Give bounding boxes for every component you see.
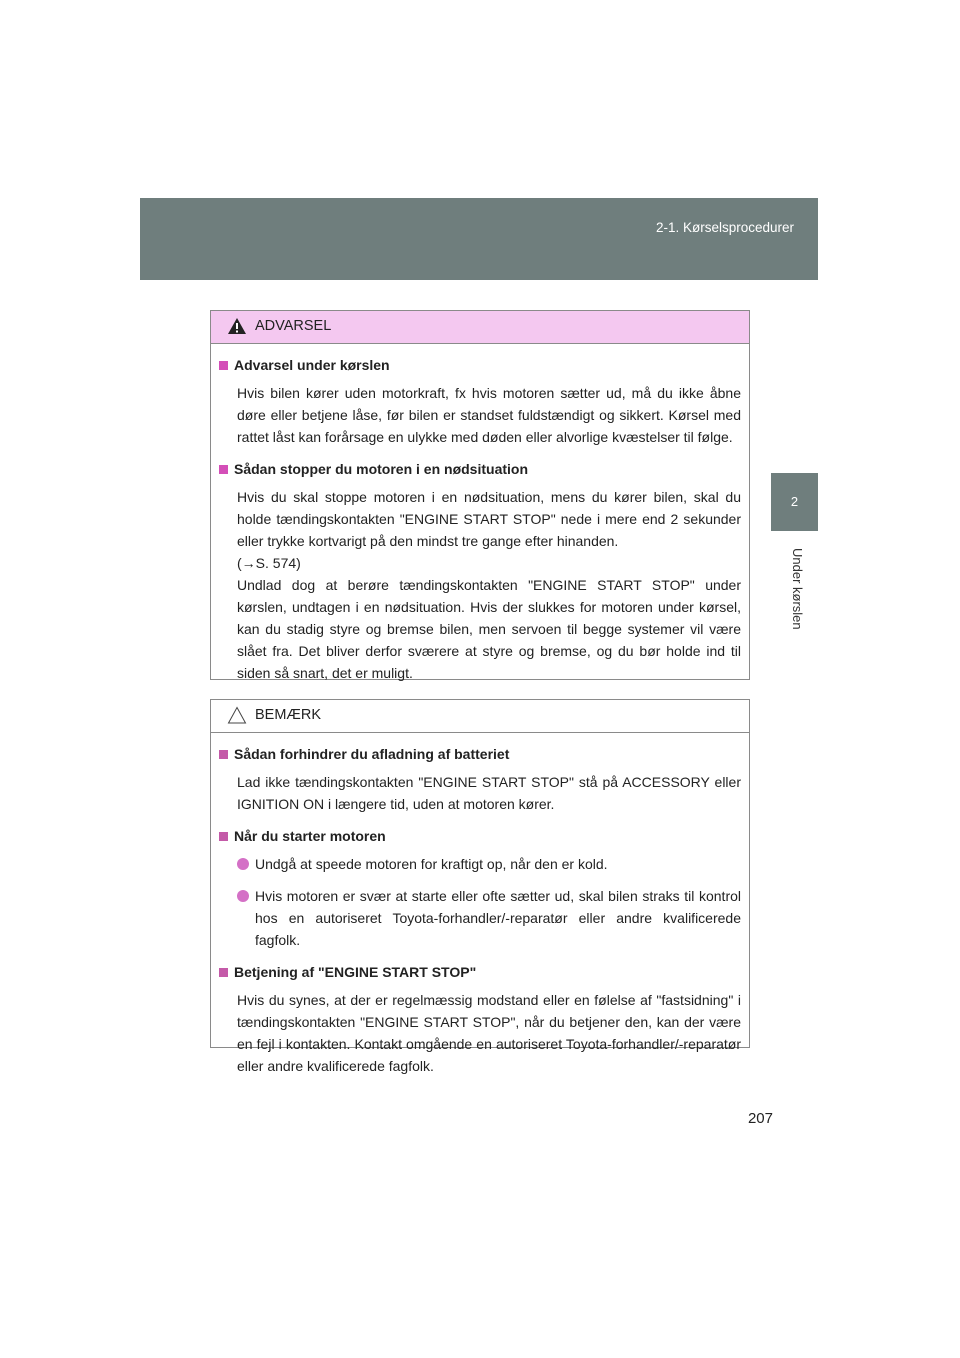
square-bullet-icon [219, 832, 228, 841]
page-reference: (→S. 574) [237, 555, 301, 571]
note-box-header [211, 700, 749, 733]
page-number: 207 [747, 1110, 773, 1127]
bullet-dot-icon [237, 858, 249, 870]
chapter-tab: 2 [771, 473, 818, 531]
bullet-dot-icon [237, 890, 249, 902]
section-heading: Betjening af "ENGINE START STOP" [219, 961, 741, 983]
square-bullet-icon [219, 968, 228, 977]
note-box [210, 699, 750, 1074]
section-heading: Når du starter motoren [219, 825, 741, 847]
paragraph: Lad ikke tændingskontakten "ENGINE START STOP" stå på ACCESSORY eller IGNITION ON i længere tid, uden at motoren kører. [237, 774, 741, 812]
chapter-label: Under kørslen [790, 548, 805, 630]
paragraph: Hvis du skal stoppe motoren i en nødsituation, mens du kører bilen, skal du holde tændingskontakten "ENGINE START STOP" nede i mere end 2 sekunder eller trykke kortvarigt på den mindst tre gange efter hinanden. (→S. 574) Undlad dog at berøre tændingskontakten "ENGINE START STOP" under kørslen, undtagen i en nødsituation. Hvis der slukkes for motoren under kørsel, kan du stadig styre og bremse bilen, men servoen til begge systemer vil være slået fra. Det bliver derfor sværere at styre og bremse, og du bør holde ind til siden så snart, det er muligt. [237, 489, 741, 681]
square-bullet-icon [219, 465, 228, 474]
list-item: Undgå at speede motoren for kraftigt op, når den er kold. [219, 853, 741, 875]
list-item: Hvis motoren er svær at starte eller ofte sætter ud, skal bilen straks til kontrol hos en autoriseret Toyota-forhandler/-reparatør eller andre kvalificerede fagfolk. [219, 885, 741, 951]
warning-title: ADVARSEL [255, 318, 332, 334]
section-heading: Sådan stopper du motoren i en nødsituation [219, 458, 741, 480]
warning-box [210, 310, 750, 680]
warning-triangle-icon [227, 317, 247, 335]
section-heading: Sådan forhindrer du afladning af batteriet [219, 743, 741, 765]
section-title: 2-1. Kørselsprocedurer [655, 220, 794, 235]
square-bullet-icon [219, 361, 228, 370]
section-heading: Advarsel under kørslen [219, 354, 741, 376]
warning-box-header [211, 311, 749, 344]
header-band [140, 198, 818, 280]
square-bullet-icon [219, 750, 228, 759]
caution-triangle-icon [227, 706, 247, 724]
note-title: BEMÆRK [255, 707, 322, 723]
paragraph: Hvis bilen kører uden motorkraft, fx hvis motoren sætter ud, må du ikke åbne døre eller betjene låse, før bilen er standset fuldstændigt og sikkert. Kørsel med rattet låst kan forårsage en ulykke med døden eller alvorlige kvæstelser til følge. [237, 385, 741, 445]
paragraph: Hvis du synes, at der er regelmæssig modstand eller en følelse af "fastsidning" i tændingskontakten "ENGINE START STOP", når du betjener den, kan der være en fejl i kontakten. Kontakt omgående en autoriseret Toyota-forhandler/-reparatør eller andre kvalificerede fagfolk. [237, 992, 741, 1074]
